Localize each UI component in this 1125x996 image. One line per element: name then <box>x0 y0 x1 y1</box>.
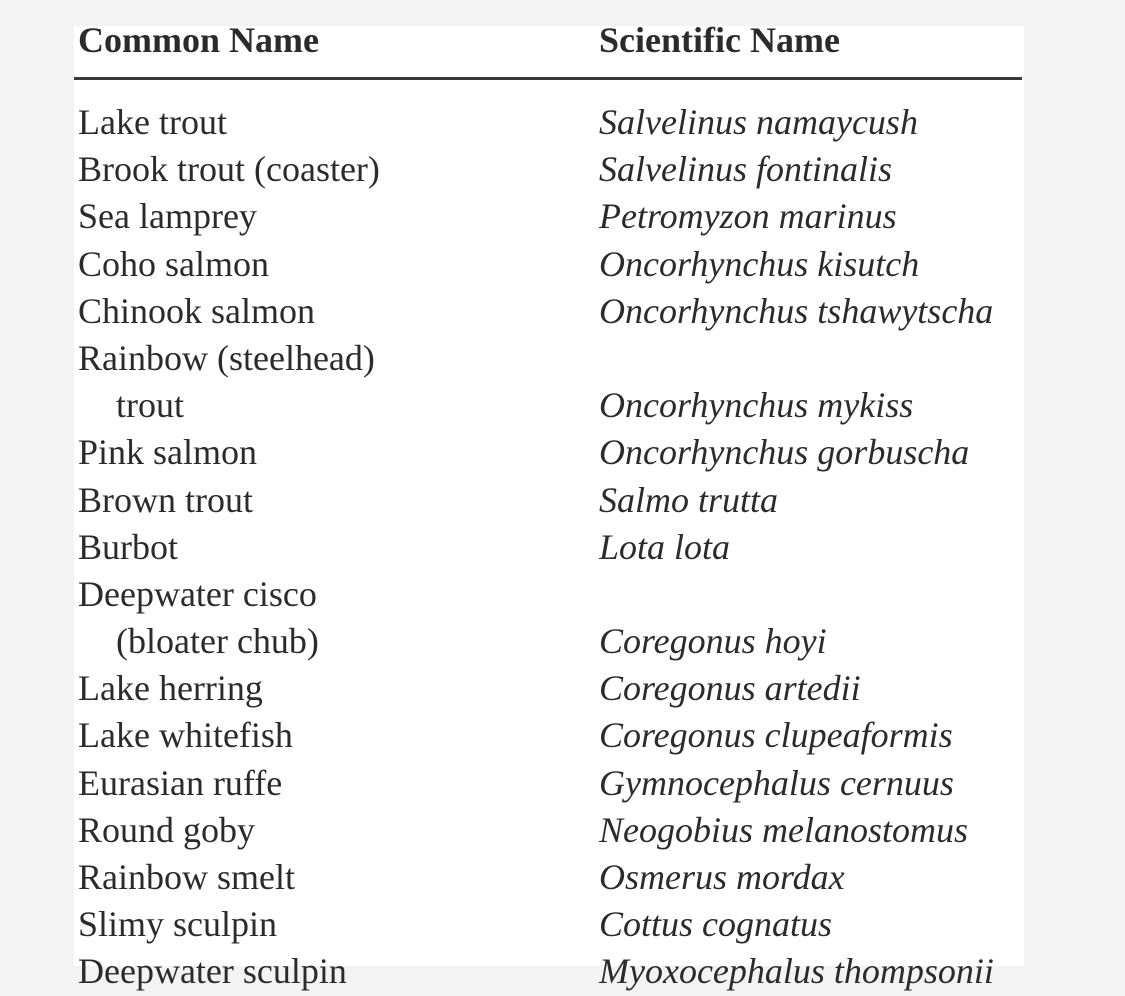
scientific-name-cell: Coregonus hoyi <box>599 621 827 662</box>
table-row <box>74 477 1024 524</box>
common-name-cell: Pink salmon <box>78 432 258 473</box>
common-name-cell: Lake trout <box>78 102 227 142</box>
table-row <box>74 948 1024 995</box>
table-row <box>74 146 1024 193</box>
common-name-cell: Sea lamprey <box>78 196 257 237</box>
scientific-name-cell: Salmo trutta <box>599 479 779 520</box>
common-name-cell: Deepwater cisco <box>78 573 317 614</box>
scientific-name-cell: Oncorhynchus tshawytscha <box>599 290 994 331</box>
common-name-cell: Lake herring <box>78 668 263 709</box>
table-row <box>74 760 1024 807</box>
table-row <box>74 665 1024 712</box>
table-row <box>74 382 1024 429</box>
scientific-name-cell: Osmerus mordax <box>599 857 845 897</box>
common-name-cell: Deepwater sculpin <box>78 951 347 992</box>
table-row <box>74 854 1024 901</box>
common-name-cell: Slimy sculpin <box>78 904 278 945</box>
scientific-name-cell: Lota lota <box>599 526 731 567</box>
common-name-cell: Coho salmon <box>78 243 270 284</box>
common-name-cell: Rainbow (steelhead) <box>78 337 375 378</box>
table-row <box>74 571 1024 618</box>
common-name-cell: Eurasian ruffe <box>78 762 283 803</box>
scientific-name-cell: Petromyzon marinus <box>599 196 897 237</box>
scientific-name-cell: Cottus cognatus <box>599 904 833 945</box>
common-name-cell: (bloater chub) <box>116 621 319 662</box>
scientific-name-cell: Neogobius melanostomus <box>599 809 968 850</box>
common-name-cell: Round goby <box>78 809 256 850</box>
scientific-name-cell: Salvelinus namaycush <box>599 102 918 142</box>
column-header-common-name: Common Name <box>78 20 319 60</box>
species-table <box>74 0 1024 992</box>
common-name-cell: Rainbow smelt <box>78 857 295 897</box>
column-header-scientific-name: Scientific Name <box>599 20 840 60</box>
table-row <box>74 335 1024 382</box>
scientific-name-cell: Salvelinus fontinalis <box>599 149 892 190</box>
table-row <box>74 99 1024 146</box>
table-row <box>74 524 1024 571</box>
scientific-name-cell: Gymnocephalus cernuus <box>599 762 954 803</box>
table-row <box>74 241 1024 288</box>
table-header <box>74 0 1022 80</box>
scientific-name-cell: Oncorhynchus mykiss <box>599 385 914 426</box>
table-row <box>74 193 1024 240</box>
table-row <box>74 901 1024 948</box>
common-name-cell: Chinook salmon <box>78 290 316 331</box>
table-row <box>74 712 1024 759</box>
table-row <box>74 288 1024 335</box>
scientific-name-cell: Oncorhynchus kisutch <box>599 243 920 284</box>
common-name-cell: Brook trout (coaster) <box>78 149 380 190</box>
common-name-cell: trout <box>116 385 184 426</box>
scientific-name-cell: Oncorhynchus gorbuscha <box>599 432 970 473</box>
table-row <box>74 429 1024 476</box>
table-row <box>74 618 1024 665</box>
scientific-name-cell: Myoxocephalus thompsonii <box>599 951 994 992</box>
table-body <box>74 99 1024 996</box>
scientific-name-cell: Coregonus artedii <box>599 668 861 709</box>
table-row <box>74 807 1024 854</box>
scientific-name-cell: Coregonus clupeaformis <box>599 715 953 756</box>
common-name-cell: Lake whitefish <box>78 715 293 756</box>
common-name-cell: Brown trout <box>78 479 253 520</box>
common-name-cell: Burbot <box>78 526 179 567</box>
